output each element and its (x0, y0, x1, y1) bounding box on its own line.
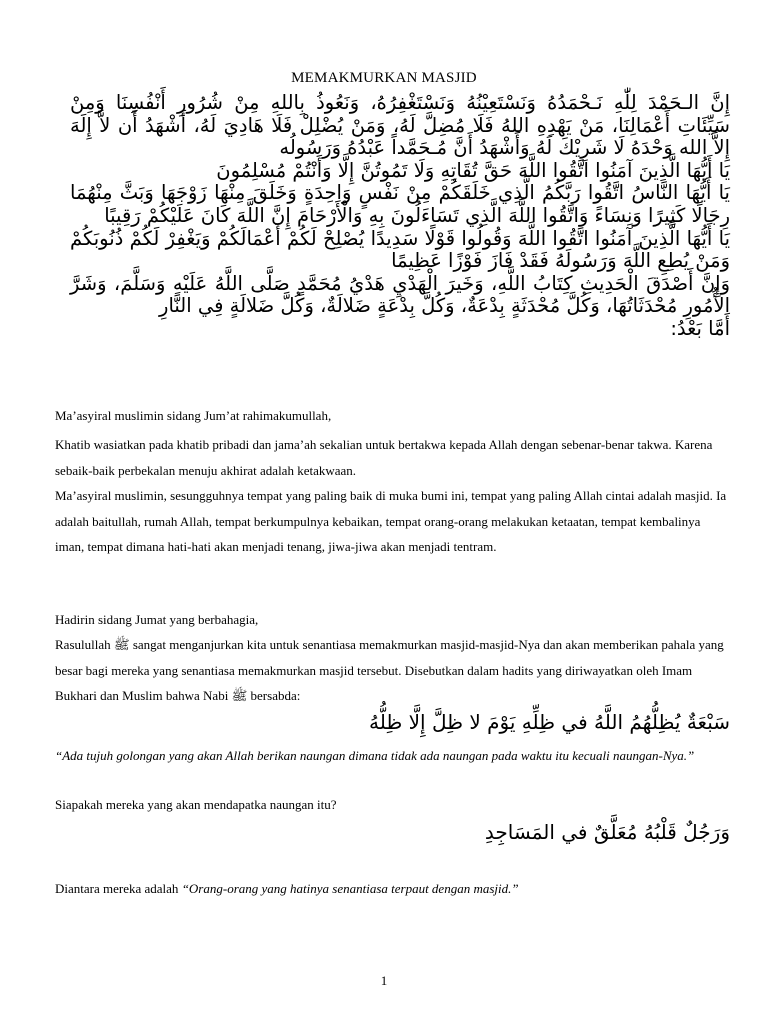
khutbah-opening-arabic (70, 92, 730, 341)
arabic-paragraph: يَا أَيُّهَا النَّاسُ اتَّقُوا رَبَّكُمُ الَّذِي خَلَقَكُمْ مِنْ نَفْسٍ وَاحِدَةٍ وَخَلَقَ مِنْهَا زَوْجَهَا وَبَثَّ مِنْهُمَا رِجَالًا كَثِيرًا وَنِسَاءً وَاتَّقُوا اللَّهَ الَّذِي تَسَاءَلُونَ بِهِ وَالْأَرْحَامَ إِنَّ اللَّهَ كَانَ عَلَيْكُمْ رَقِيبًا (70, 181, 730, 227)
paragraph-rasulullah: Rasulullah ﷺ sangat menganjurkan kita untuk senantiasa memakmurkan masjid-masjid-Nya dan akan memberikan pahala yang besar bagi mereka yang senantiasa memakmurkan masjid tersebut. Disebutkan dalam hadits yang diriwayatkan oleh Imam Bukhari dan Muslim bahwa Nabi ﷺ bersabda: (55, 637, 724, 703)
paragraph-question: Siapakah mereka yang akan mendapatka naungan itu? (55, 797, 337, 812)
body-closing (55, 881, 730, 897)
body-question (55, 797, 730, 813)
body-masjid (55, 483, 730, 560)
paragraph-masjid: Ma’asyiral muslimin, sesungguhnya tempat yang paling baik di muka bumi ini, tempat yang paling Allah cintai adalah masjid. Ia adalah baitullah, rumah Allah, tempat berkumpulnya kebaikan, tempat orang-orang melakukan ketaatan, tempat kembalinya iman, tempat dimana hati-hati akan menjadi tenang, jiwa-jiwa akan menjadi tentram. (55, 488, 727, 554)
body-hadirin (55, 612, 730, 628)
arabic-paragraph: يَا أَيُّهَا الَّذِينَ آمَنُوا اتَّقُوا اللَّهَ وَقُولُوا قَوْلًا سَدِيدًا يُصْلِحْ لَكُمْ أَعْمَالَكُمْ وَيَغْفِرْ لَكُمْ ذُنُوبَكُمْ وَمَنْ يُطِعِ اللَّهَ وَرَسُولَهُ فَقَدْ فَازَ فَوْزًا عَظِيمًا (70, 226, 730, 273)
paragraph-hadirin: Hadirin sidang Jumat yang berbahagia, (55, 612, 259, 627)
body-wasiat (55, 432, 730, 483)
hadith-translation (55, 743, 730, 769)
arabic-paragraph: إِنَّ الـحَمْدَ لِلّٰهِ نَـحْمَدُهُ وَنَسْتَعِيْنُهُ وَنَسْتَغْفِرُهُ، وَنَعُوذُ بِاللهِ مِنْ شُرُورِ أَنْفُسِنَا وَمِنْ سَيِّئَاتِ أَعْمَالِنَا، مَنْ يَهْدِهِ اللهُ فَلَا مُضِلَّ لَهُ، وَمَنْ يُضْلِلْ فَلَا هَادِيَ لَهُ، أَشْهَدُ أَن لاَّ إِلَهَ إِلاَّ الله وَحْدَهُ لَا شَرِيْكَ لَهُ وَأَشْهَدُ أَنَّ مُـحَمَّداً عَبْدُهُ وَرَسُولُه (70, 91, 730, 160)
body-greeting (55, 408, 730, 424)
paragraph-closing (55, 881, 730, 897)
hadith-arabic-2: وَرَجُلٌ قَلْبُهُ مُعَلَّقٌ في المَسَاجِدِ (484, 820, 730, 844)
arabic-paragraph: وَإِنَّ أَصْدَقَ الْحَدِيثِ كِتَابُ اللَّهِ، وَخَيرَ الْهَدْيِ هَدْيُ مُحَمَّدٍ صَلَّى اللَّهُ عَلَيْهِ وَسَلَّمَ، وَشَرَّ الأُمُورِ مُحْدَثَاتُهَا، وَكُلَّ مُحْدَثَةٍ بِدْعَةٌ، وَكُلَّ بِدْعَةٍ ضَلالَةٌ، وَكُلَّ ضَلالَةٍ فِي النَّارِ (70, 271, 730, 318)
page-number: 1 (380, 973, 388, 988)
paragraph-greeting: Ma’asyiral muslimin sidang Jum’at rahimakumullah, (55, 408, 332, 423)
body-rasulullah (55, 632, 730, 709)
document-title: MEMAKMURKAN MASJID (291, 70, 477, 86)
arabic-paragraph: يَا أَيُّهَا الَّذِينَ آمَنُوا اتَّقُوا اللَّهَ حَقَّ تُقَاتِهِ وَلَا تَمُوتُنَّ إِلَّا وَأَنْتُمْ مُسْلِمُونَ (216, 158, 730, 182)
arabic-paragraph: أَمَّا بَعْدُ: (670, 316, 730, 340)
paragraph-translation: “Ada tujuh golongan yang akan Allah berikan naungan dimana tidak ada naungan pada waktu itu kecuali naungan-Nya.” (55, 748, 695, 763)
hadith-arabic: سَبْعَةٌ يُظِلُّهُمُ اللَّهُ في ظِلِّهِ يَوْمَ لا ظِلَّ إِلَّا ظِلُّهُ (369, 710, 730, 734)
paragraph-wasiat: Khatib wasiatkan pada khatib pribadi dan jama’ah sekalian untuk bertakwa kepada Allah dengan sebenar-benar takwa. Karena sebaik-baik perbekalan menuju akhirat adalah ketakwaan. (55, 437, 713, 478)
closing-prefix: Diantara mereka adalah (55, 881, 182, 896)
closing-italic: “Orang-orang yang hatinya senantiasa terpaut dengan masjid.” (181, 881, 519, 896)
